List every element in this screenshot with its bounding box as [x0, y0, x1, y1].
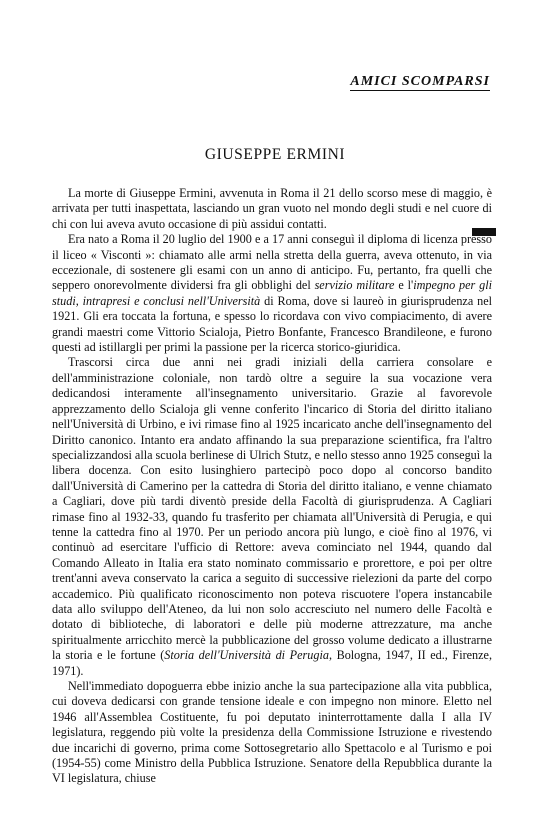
paragraph-3-text-b: , Bologna, 1947, II ed., Firenze, 1971). — [52, 648, 493, 678]
paragraph-1: La morte di Giuseppe Ermini, avvenuta in Roma il 21 dello scorso mese di maggio, è arrivata per tutti inaspettata, lasciando un gran vuoto nel mondo degli studi e nel cuore di chi con lui aveva avuto occasione di più assidui contatti. — [52, 186, 492, 231]
article-body — [52, 186, 492, 787]
paragraph-2-text-a: Era nato a Roma il 20 luglio del 1900 e a 17 anni conseguì il diploma di licenza presso il liceo « Visconti »: chiamato alle armi nella stretta della guerra, aveva ottenuto, in via eccezionale, di sostenere gli esami con un anno di anticipo. Fu, pertanto, fra quelli che seppero onorevolmente dividersi fra gli obblighi del — [52, 232, 492, 293]
paragraph-3 — [52, 355, 492, 679]
paragraph-2-text-b: e l' — [394, 278, 414, 293]
paragraph-3-text-a: Trascorsi circa due anni nei gradi iniziali della carriera consolare e dell'amministrazione coloniale, non tardò oltre a seguire la sua vocazione vera dedicandosi interamente all'insegnamento universitario. Grazie al favorevole apprezzamento dello Scialoja gli venne conferito l'incarico di Storia del diritto italiano nell'Università di Urbino, e ivi rimase fino al 1925 incaricato anche dell'insegnamento del Diritto canonico. Intanto era andato affinando la sua preparazione scientifica, fra l'altro specializzandosi alla scuola berlinese di Ulrich Stutz, e nello stesso anno 1925 conseguì la libera docenza. Con esito lusinghiero partecipò poco dopo al concorso bandito dall'Università di Camerino per la cattedra di Storia del diritto italiano, e venne chiamato a Cagliari, dove più tardi diventò preside della Facoltà di giurisprudenza. A Cagliari rimase fino al 1932-33, quando fu trasferito per chiamata all'Università di Perugia, e qui tenne la cattedra fino al 1970. Per un periodo ancora più lungo, e cioè fino al 1976, vi continuò ad esercitare l'ufficio di Rettore: aveva cominciato nel 1944, quando dal Comando Alleato in Italia era stato nominato commissario e prorettore, e poi per oltre trent'anni aveva conservato la carica a seguito di successive rielezioni da parte del corpo accademico. Più qualificato riconoscimento non poteva riscuotere l'opera instancabile data allo sviluppo dell'Ateneo, da lui non solo accresciuto nel numero delle Facoltà e dotato di biblioteche, di laboratori e delle più moderne attrezzature, ma anche spiritualmente arricchito mercè la pubblicazione del grosso volume dedicato a illustrarne la storia e le fortune ( — [52, 355, 492, 663]
section-header: AMICI SCOMPARSI — [350, 74, 490, 89]
paragraph-3-emphasis-1: Storia dell'Università di Perugia — [164, 648, 329, 663]
paragraph-2 — [52, 232, 492, 355]
paragraph-2-text-c: di Roma, dove si laureò in giurisprudenza nel 1921. Gli era toccata la fortuna, e spesso lo ricordava con vivo compiacimento, di avere grandi maestri come Vittorio Scialoja, Pietro Bonfante, Francesco Brandileone, e furono questi ad istillargli per primi la passione per la ricerca storico-giuridica. — [52, 293, 493, 355]
paragraph-2-emphasis-1: servizio militare — [314, 278, 395, 293]
paragraph-2-emphasis-2: impegno per gli studi, intrapresi e conclusi nell'Università — [52, 278, 493, 308]
paragraph-4: Nell'immediato dopoguerra ebbe inizio anche la sua partecipazione alla vita pubblica, cui doveva dedicarsi con grande tensione ideale e con impegno non minore. Eletto nel 1946 all'Assemblea Costituente, fu poi deputato ininterrottamente dalla I alla IV legislatura, reggendo più volte la presidenza della Commissione Istruzione e rivestendo due incarichi di governo, prima come Sottosegretario allo Spettacolo e al Turismo e poi (1954-55) come Ministro della Pubblica Istruzione. Senatore della Repubblica durante la VI legislatura, chiuse — [52, 679, 492, 786]
article-title: GIUSEPPE ERMINI — [204, 146, 346, 163]
